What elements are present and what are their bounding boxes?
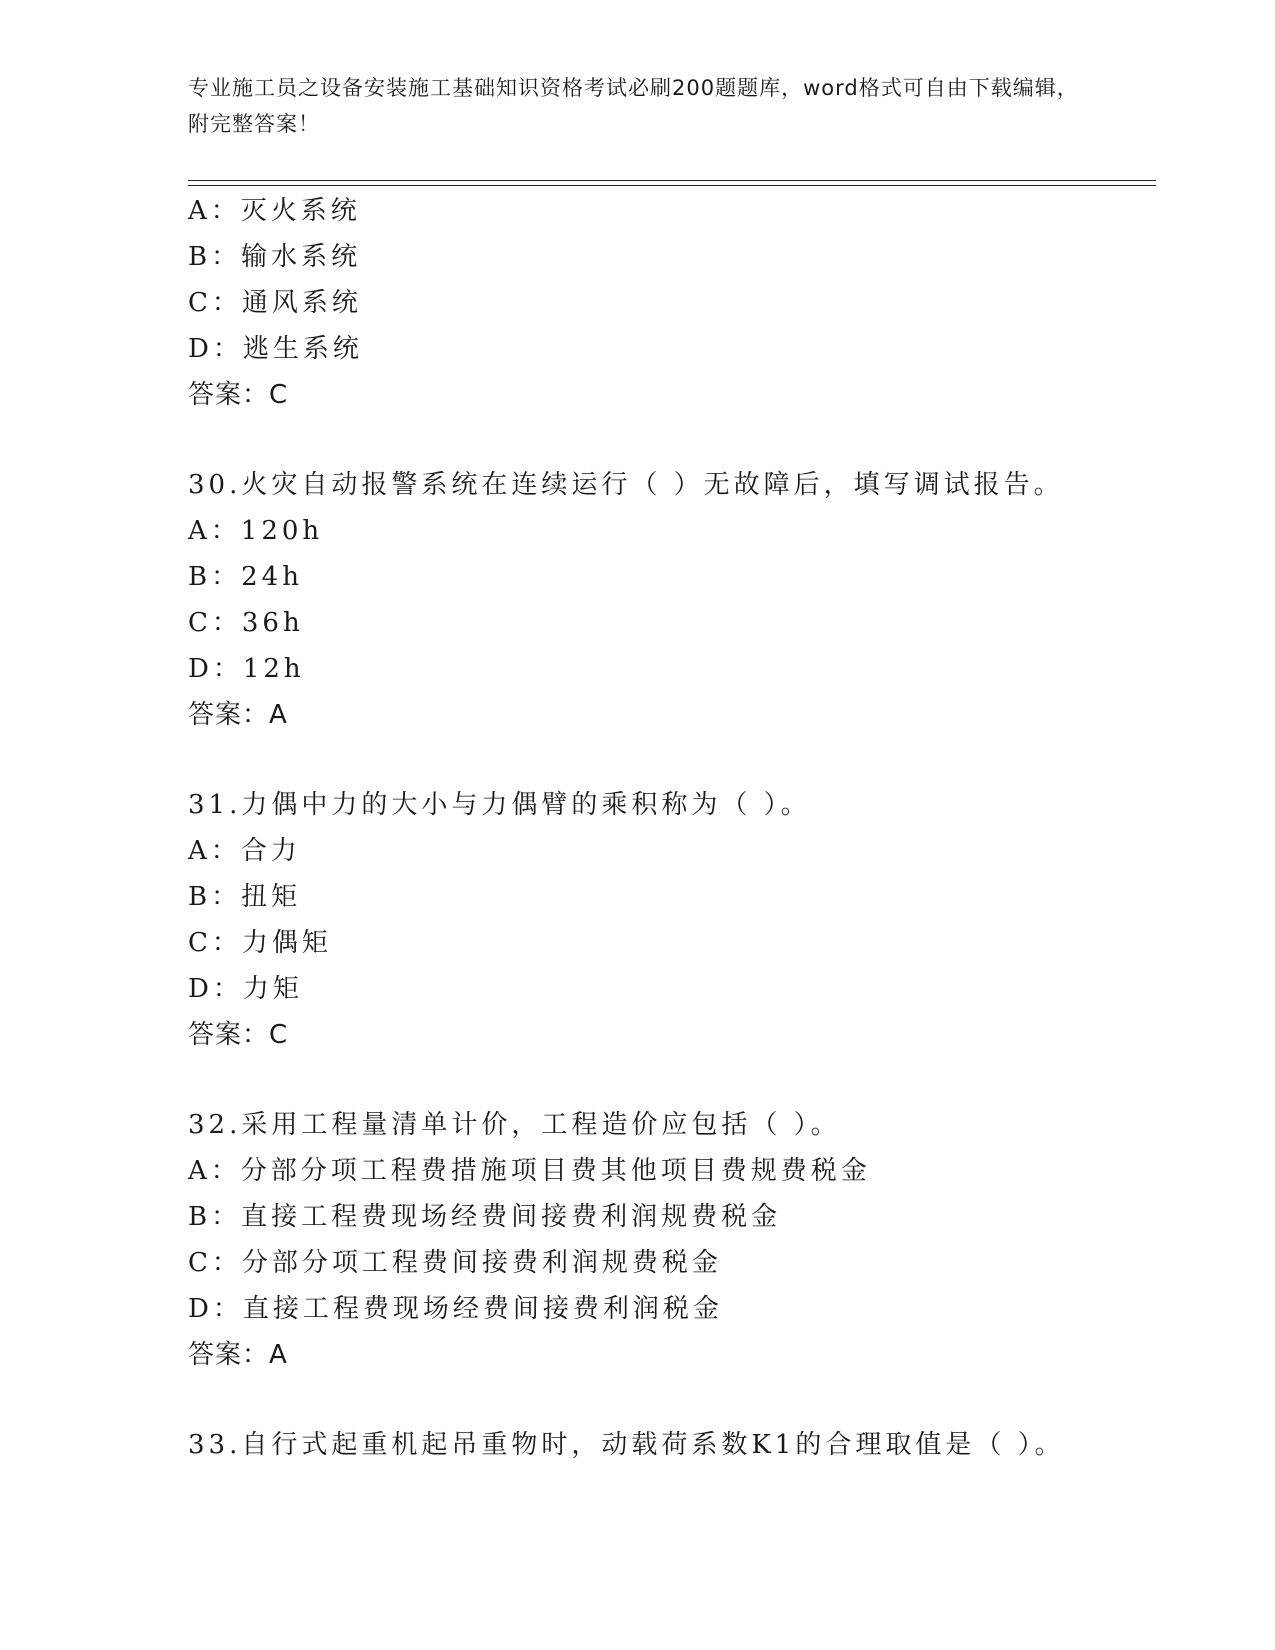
option-c: C：通风系统	[188, 288, 362, 318]
option-a: A：120h	[188, 516, 324, 546]
option-b: B：直接工程费现场经费间接费利润规费税金	[188, 1202, 782, 1232]
answer: 答案：C	[188, 380, 289, 410]
question-block	[188, 1422, 1156, 1468]
question-block	[188, 1102, 1156, 1378]
option-d: D：逃生系统	[188, 334, 363, 364]
header-rule-bottom	[188, 185, 1156, 186]
question-text: 32.采用工程量清单计价，工程造价应包括（ ）。	[188, 1110, 841, 1140]
page-header: 专业施工员之设备安装施工基础知识资格考试必刷200题题库，word格式可自由下载编辑，附完整答案！	[188, 76, 1079, 136]
option-c: C：力偶矩	[188, 928, 332, 958]
option-c: C：分部分项工程费间接费利润规费税金	[188, 1248, 722, 1278]
question-text: 33.自行式起重机起吊重物时，动载荷系数K1的合理取值是（ ）。	[188, 1430, 1065, 1460]
option-c: C：36h	[188, 608, 304, 638]
option-d: D：力矩	[188, 974, 303, 1004]
option-a: A：分部分项工程费措施项目费其他项目费规费税金	[188, 1156, 871, 1186]
option-b: B：扭矩	[188, 882, 302, 912]
option-a: A：合力	[188, 836, 301, 866]
option-b: B：输水系统	[188, 242, 362, 272]
option-b: B：24h	[188, 562, 303, 592]
question-list	[188, 188, 1156, 1468]
question-block	[188, 462, 1156, 738]
answer: 答案：A	[188, 1340, 288, 1370]
header-rule-top	[188, 180, 1156, 181]
option-d: D：12h	[188, 654, 305, 684]
option-a: A：灭火系统	[188, 196, 361, 226]
question-text: 31.力偶中力的大小与力偶臂的乘积称为（ ）。	[188, 790, 811, 820]
answer: 答案：A	[188, 700, 288, 730]
option-d: D：直接工程费现场经费间接费利润税金	[188, 1294, 723, 1324]
answer: 答案：C	[188, 1020, 289, 1050]
question-block	[188, 782, 1156, 1058]
question-text: 30.火灾自动报警系统在连续运行（ ）无故障后，填写调试报告。	[188, 470, 1064, 500]
question-block	[188, 188, 1156, 418]
